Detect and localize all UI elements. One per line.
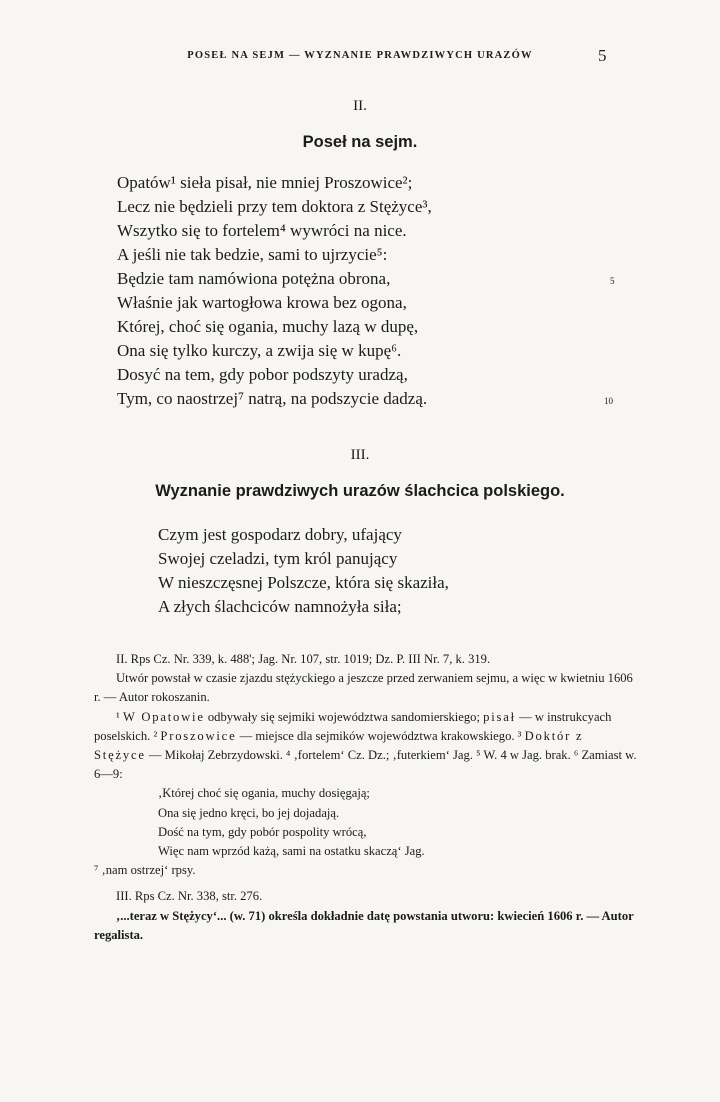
section-ii-title: Poseł na sejm. [302, 133, 418, 151]
footnote-keyword-3: Doktór z Stężyce [94, 728, 584, 763]
footnotes-1-6 [94, 708, 640, 785]
footnote-keyword-1: W Opatowie [122, 709, 205, 724]
section-ii-number: II. [353, 98, 367, 114]
verse-line: Właśnie jak wartogłowa krowa bez ogona, [117, 293, 407, 312]
variant-quote-line: Dość na tym, gdy pobór pospolity wrócą, [158, 824, 367, 839]
verse-line: Ona się tylko kurczy, a zwija się w kupę⁶. [117, 341, 402, 360]
variant-quote-line: ‚Której choć się ogania, muchy dosięgają; [158, 786, 370, 801]
variant-quote-line: Więc nam wprzód każą, sami na ostatku skaczą‘ Jag. [158, 844, 425, 859]
source-note-ii: II. Rps Cz. Nr. 339, k. 488'; Jag. Nr. 107, str. 1019; Dz. P. III Nr. 7, k. 319. [116, 652, 491, 666]
section-iii-title: Wyznanie prawdziwych urazów ślachcica polskiego. [155, 482, 565, 500]
footnote-mark-3: ³ [517, 728, 522, 743]
origin-note-ii: Utwór powstał w czasie zjazdu stężyckiego a jeszcze przed zerwaniem sejmu, a więc w kwietniu 1606 r. — Autor rokoszanin. [94, 671, 633, 705]
section-iii-number: III. [350, 447, 370, 463]
footnote-7: ⁷ ‚nam ostrzej‘ rpsy. [94, 863, 196, 878]
footnote-mark-1: ¹ [116, 709, 120, 724]
footnote-keyword-1b: pisał [483, 709, 516, 724]
verse-line: Opatów¹ sieła pisał, nie mniej Proszowice²; [117, 173, 413, 192]
verse-line: Lecz nie będzieli przy tem doktora z Stężyce³, [117, 197, 432, 216]
verse-line: Czym jest gospodarz dobry, ufający [158, 525, 402, 544]
footnote-text-3: — Mikołaj Zebrzydowski. [145, 748, 287, 763]
verse-line: Dosyć na tem, gdy pobor podszyty uradzą, [117, 365, 408, 384]
footnote-text-4: ⁴ ‚fortelem‘ Cz. Dz.; ‚futerkiem‘ Jag. [286, 748, 477, 763]
verse-line: W nieszczęsnej Polszcze, która się skaziła, [158, 573, 449, 592]
poem-ii [117, 171, 587, 411]
running-title: POSEŁ NA SEJM — WYZNANIE PRAWDZIWYCH URAZÓW [187, 50, 533, 61]
footnote-text-1: odbywały się sejmiki województwa sandomierskiego; [204, 709, 484, 724]
line-number-10: 10 [604, 396, 613, 406]
origin-note-iii: ‚...teraz w Stężycy‘... (w. 71) określa dokładnie datę powstania utworu: kwiecień 1606 r. — Autor regalista. [94, 908, 634, 942]
footnote-text-5: ⁵ W. 4 w Jag. brak. [476, 748, 574, 763]
verse-line: Wszytko się to fortelem⁴ wywróci na nice. [117, 221, 407, 240]
line-number-5: 5 [610, 276, 615, 286]
verse-line: A złych ślachciców namnożyła siła; [158, 597, 402, 616]
verse-line: Swojej czeladzi, tym król panujący [158, 549, 398, 568]
poem-iii [158, 523, 578, 619]
footnote-keyword-2: Proszowice [160, 728, 237, 743]
footnote-mark-2: ² [153, 728, 158, 743]
page-number: 5 [598, 46, 607, 65]
verse-line: Tym, co naostrzej⁷ natrą, na podszycie dadzą. [117, 389, 428, 408]
footnote-text-6: ⁶ Zamiast w. 6—9: [94, 748, 637, 782]
verse-line: Której, choć się ogania, muchy lazą w dupę, [117, 317, 419, 336]
variant-quote-line: Ona się jedno kręci, bo jej dojadają. [158, 805, 340, 820]
footnote-text-2: — miejsce dla sejmików województwa krakowskiego. [236, 728, 518, 743]
verse-line: Będzie tam namówiona potężna obrona, [117, 269, 391, 288]
verse-line: A jeśli nie tak bedzie, sami to ujrzycie⁵: [117, 245, 388, 264]
source-note-iii: III. Rps Cz. Nr. 338, str. 276. [116, 889, 263, 904]
footnote-text-1b: — w instrukcyach poselskich. [94, 709, 612, 743]
editorial-notes [94, 650, 640, 945]
